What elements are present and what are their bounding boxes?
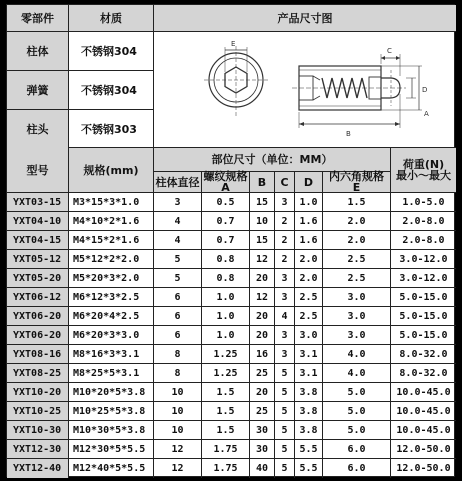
cell-hex: 2.5 <box>323 250 391 269</box>
cell-spec: M8*25*5*3.1 <box>69 364 154 383</box>
cell-thread: 0.8 <box>202 269 250 288</box>
cell-c: 2 <box>275 212 295 231</box>
cell-spec: M10*25*5*3.8 <box>69 402 154 421</box>
dim-e-label: E <box>231 40 236 48</box>
cell-diameter: 4 <box>154 212 202 231</box>
cell-c: 3 <box>275 345 295 364</box>
cell-b: 25 <box>250 402 275 421</box>
cell-thread: 1.75 <box>202 459 250 478</box>
cell-b: 20 <box>250 269 275 288</box>
cell-model: YXT04-15 <box>7 231 69 250</box>
cell-d: 5.5 <box>295 440 323 459</box>
cell-hex: 3.0 <box>323 326 391 345</box>
part-name: 弹簧 <box>7 71 69 110</box>
cell-b: 30 <box>250 440 275 459</box>
cell-diameter: 6 <box>154 326 202 345</box>
cell-d: 1.0 <box>295 193 323 212</box>
cell-d: 2.5 <box>295 288 323 307</box>
col-diameter-header: 柱体直径 <box>154 172 202 193</box>
cell-d: 3.0 <box>295 326 323 345</box>
cell-hex: 2.5 <box>323 269 391 288</box>
load-range: 最小～最大 <box>396 169 451 182</box>
cell-d: 1.6 <box>295 231 323 250</box>
part-name: 柱体 <box>7 32 69 71</box>
cell-spec: M8*16*3*3.1 <box>69 345 154 364</box>
cell-diameter: 6 <box>154 307 202 326</box>
col-spec-header: 规格(mm) <box>69 148 154 193</box>
cell-model: YXT12-40 <box>7 459 69 478</box>
cell-c: 5 <box>275 364 295 383</box>
cell-model: YXT10-30 <box>7 421 69 440</box>
cell-spec: M6*12*3*2.5 <box>69 288 154 307</box>
cell-diameter: 10 <box>154 421 202 440</box>
cell-spec: M10*30*5*3.8 <box>69 421 154 440</box>
cell-model: YXT05-12 <box>7 250 69 269</box>
col-model-header: 型号 <box>7 148 69 193</box>
cell-diameter: 5 <box>154 269 202 288</box>
dim-b-label: B <box>346 130 351 138</box>
cell-b: 25 <box>250 364 275 383</box>
cell-spec: M4*10*2*1.6 <box>69 212 154 231</box>
part-material: 不锈钢304 <box>69 32 154 71</box>
side-view <box>292 54 422 128</box>
cell-diameter: 8 <box>154 345 202 364</box>
cell-spec: M12*40*5*5.5 <box>69 459 154 478</box>
dims-group-header: 部位尺寸（单位：MM） <box>154 148 391 172</box>
cell-c: 5 <box>275 421 295 440</box>
cell-thread: 1.0 <box>202 288 250 307</box>
cell-spec: M10*20*5*3.8 <box>69 383 154 402</box>
cell-d: 3.1 <box>295 364 323 383</box>
cell-hex: 3.0 <box>323 307 391 326</box>
cell-b: 20 <box>250 307 275 326</box>
cell-load: 3.0-12.0 <box>391 269 456 288</box>
cell-spec: M3*15*3*1.0 <box>69 193 154 212</box>
cell-hex: 6.0 <box>323 459 391 478</box>
cell-load: 8.0-32.0 <box>391 364 456 383</box>
col-b-header: B <box>250 172 275 193</box>
col-d-header: D <box>295 172 323 193</box>
cell-hex: 4.0 <box>323 345 391 364</box>
cell-thread: 0.7 <box>202 231 250 250</box>
cell-c: 5 <box>275 459 295 478</box>
cell-hex: 5.0 <box>323 421 391 440</box>
cell-model: YXT04-10 <box>7 212 69 231</box>
cell-d: 1.6 <box>295 212 323 231</box>
plunger-drawing-svg <box>154 32 456 148</box>
cell-c: 4 <box>275 307 295 326</box>
cell-c: 3 <box>275 193 295 212</box>
spec-sheet <box>6 4 455 477</box>
cell-load: 2.0-8.0 <box>391 231 456 250</box>
cell-load: 3.0-12.0 <box>391 250 456 269</box>
cell-hex: 6.0 <box>323 440 391 459</box>
cell-spec: M12*30*5*5.5 <box>69 440 154 459</box>
thread-sub: A <box>221 181 230 194</box>
cell-c: 5 <box>275 402 295 421</box>
cell-thread: 1.5 <box>202 402 250 421</box>
cell-b: 10 <box>250 212 275 231</box>
part-name: 柱头 <box>7 110 69 148</box>
cell-thread: 1.75 <box>202 440 250 459</box>
cell-model: YXT12-30 <box>7 440 69 459</box>
product-drawing <box>154 32 456 148</box>
cell-thread: 1.0 <box>202 326 250 345</box>
cell-thread: 0.7 <box>202 212 250 231</box>
cell-d: 3.8 <box>295 402 323 421</box>
col-hex-header <box>323 172 391 193</box>
cell-load: 10.0-45.0 <box>391 421 456 440</box>
cell-thread: 1.5 <box>202 421 250 440</box>
cell-c: 2 <box>275 250 295 269</box>
cell-hex: 3.0 <box>323 288 391 307</box>
drawing-header: 产品尺寸图 <box>154 5 456 32</box>
cell-diameter: 4 <box>154 231 202 250</box>
cell-diameter: 12 <box>154 459 202 478</box>
cell-d: 2.0 <box>295 250 323 269</box>
cell-b: 30 <box>250 421 275 440</box>
cell-diameter: 6 <box>154 288 202 307</box>
cell-d: 5.5 <box>295 459 323 478</box>
cell-hex: 2.0 <box>323 212 391 231</box>
hex-sub: E <box>352 181 361 194</box>
cell-load: 8.0-32.0 <box>391 345 456 364</box>
part-header: 零部件 <box>7 5 69 32</box>
cell-b: 20 <box>250 383 275 402</box>
col-load-header <box>391 148 456 193</box>
cell-hex: 5.0 <box>323 402 391 421</box>
cell-spec: M5*12*2*2.0 <box>69 250 154 269</box>
cell-load: 5.0-15.0 <box>391 326 456 345</box>
cell-spec: M6*20*4*2.5 <box>69 307 154 326</box>
cell-b: 20 <box>250 326 275 345</box>
cell-b: 12 <box>250 288 275 307</box>
cell-load: 5.0-15.0 <box>391 307 456 326</box>
cell-model: YXT06-20 <box>7 326 69 345</box>
cell-b: 15 <box>250 231 275 250</box>
cell-thread: 0.8 <box>202 250 250 269</box>
cell-diameter: 3 <box>154 193 202 212</box>
cell-load: 10.0-45.0 <box>391 402 456 421</box>
cell-b: 40 <box>250 459 275 478</box>
cell-b: 16 <box>250 345 275 364</box>
cell-d: 2.5 <box>295 307 323 326</box>
cell-thread: 1.5 <box>202 383 250 402</box>
cell-diameter: 8 <box>154 364 202 383</box>
cell-model: YXT08-25 <box>7 364 69 383</box>
cell-thread: 0.5 <box>202 193 250 212</box>
cell-load: 12.0-50.0 <box>396 463 451 474</box>
cell-model: YXT06-20 <box>7 307 69 326</box>
cell-load: 1.0-5.0 <box>391 193 456 212</box>
cell-hex: 4.0 <box>323 364 391 383</box>
thread-title: 螺纹规格 <box>203 170 248 183</box>
spec-table <box>7 148 456 478</box>
cell-model: YXT08-16 <box>7 345 69 364</box>
cell-thread: 1.25 <box>202 364 250 383</box>
cell-c: 3 <box>275 326 295 345</box>
part-material: 不锈钢303 <box>69 110 154 148</box>
cell-spec: M6*20*3*3.0 <box>69 326 154 345</box>
end-view <box>204 46 268 116</box>
cell-spec: M4*15*2*1.6 <box>69 231 154 250</box>
dim-d-label: D <box>422 86 428 94</box>
cell-diameter: 5 <box>154 250 202 269</box>
hex-title: 内六角规格 <box>329 170 384 183</box>
dim-c-label: C <box>387 47 392 55</box>
cell-diameter: 10 <box>154 383 202 402</box>
cell-c: 5 <box>275 440 295 459</box>
cell-c: 2 <box>275 231 295 250</box>
col-c-header: C <box>275 172 295 193</box>
cell-b: 12 <box>250 250 275 269</box>
cell-diameter: 10 <box>154 402 202 421</box>
cell-d: 2.0 <box>295 269 323 288</box>
cell-thread: 1.0 <box>202 307 250 326</box>
cell-hex: 2.0 <box>323 231 391 250</box>
cell-model: YXT10-20 <box>7 383 69 402</box>
part-material: 不锈钢304 <box>69 71 154 110</box>
cell-b: 15 <box>250 193 275 212</box>
cell-d: 3.8 <box>295 383 323 402</box>
cell-load: 12.0-50.0 <box>391 440 456 459</box>
cell-model: YXT05-20 <box>7 269 69 288</box>
cell-thread: 1.25 <box>202 345 250 364</box>
cell-d: 3.1 <box>295 345 323 364</box>
parts-section <box>7 5 456 148</box>
col-thread-header <box>202 172 250 193</box>
cell-c: 5 <box>275 383 295 402</box>
cell-spec: M5*20*3*2.0 <box>69 269 154 288</box>
cell-hex: 1.5 <box>323 193 391 212</box>
cell-load: 10.0-45.0 <box>391 383 456 402</box>
cell-hex: 5.0 <box>323 383 391 402</box>
cell-load: 2.0-8.0 <box>391 212 456 231</box>
cell-model: YXT03-15 <box>7 193 69 212</box>
cell-model: YXT10-25 <box>7 402 69 421</box>
cell-load: 5.0-15.0 <box>391 288 456 307</box>
cell-model: YXT06-12 <box>7 288 69 307</box>
load-title: 荷重(N) <box>402 158 445 171</box>
material-header: 材质 <box>69 5 154 32</box>
dim-a-label: A <box>424 110 429 118</box>
cell-diameter: 12 <box>154 440 202 459</box>
cell-d: 3.8 <box>295 421 323 440</box>
cell-c: 3 <box>275 288 295 307</box>
cell-c: 3 <box>275 269 295 288</box>
